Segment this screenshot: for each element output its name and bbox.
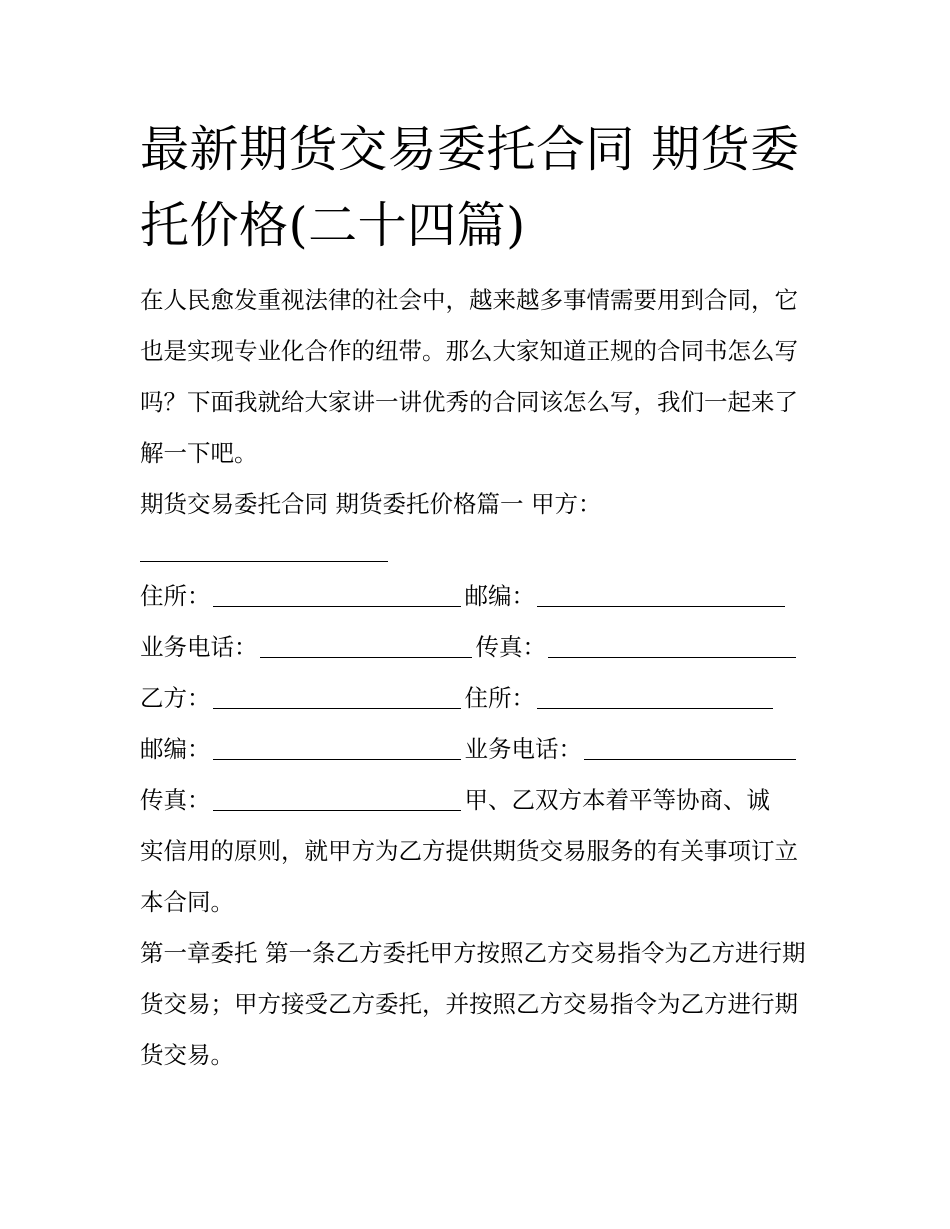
party-b-phone-blank: [584, 739, 796, 760]
party-b-name-blank: [213, 688, 461, 709]
agreement-paragraph: 实信用的原则，就甲方为乙方提供期货交易服务的有关事项订立本合同。: [140, 837, 798, 916]
party-b-fax-blank: [213, 790, 461, 811]
party-a-address-blank: [213, 586, 461, 607]
agreement-start-text: 甲、乙双方本着平等协商、诚: [464, 786, 770, 814]
field-row-4: [140, 724, 820, 775]
party-b-phone-label: 业务电话：: [464, 735, 582, 763]
section-heading: 期货交易委托合同 期货委托价格篇一 甲方：: [140, 490, 602, 518]
party-b-label: 乙方：: [140, 684, 211, 712]
party-a-address-label: 住所：: [140, 582, 211, 610]
party-b-address-blank: [537, 688, 773, 709]
party-a-fax-label: 传真：: [475, 633, 546, 661]
field-row-3: [140, 673, 820, 724]
party-a-name-blank: [140, 530, 388, 562]
party-b-postcode-label: 邮编：: [140, 735, 211, 763]
chapter-one-paragraph: 第一章委托 第一条乙方委托甲方按照乙方交易指令为乙方进行期货交易；甲方接受乙方委托，并按照乙方交易指令为乙方进行期货交易。: [140, 939, 806, 1069]
document-title: 最新期货交易委托合同 期货委托价格(二十四篇): [140, 121, 800, 254]
document-body: [140, 275, 820, 1081]
party-a-phone-blank: [260, 637, 472, 658]
field-row-2: [140, 622, 820, 673]
party-a-postcode-blank: [537, 586, 785, 607]
party-b-address-label: 住所：: [464, 684, 535, 712]
party-a-phone-label: 业务电话：: [140, 633, 258, 661]
party-b-fax-label: 传真：: [140, 786, 211, 814]
field-row-5: [140, 775, 820, 826]
party-a-fax-blank: [548, 637, 796, 658]
document-content: [140, 112, 820, 1081]
field-row-1: [140, 571, 820, 622]
intro-paragraph: 在人民愈发重视法律的社会中，越来越多事情需要用到合同，它也是实现专业化合作的纽带。那么大家知道正规的合同书怎么写吗？下面我就给大家讲一讲优秀的合同该怎么写，我们一起来了解一下吧。: [140, 286, 798, 467]
party-b-postcode-blank: [213, 739, 461, 760]
party-a-postcode-label: 邮编：: [464, 582, 535, 610]
